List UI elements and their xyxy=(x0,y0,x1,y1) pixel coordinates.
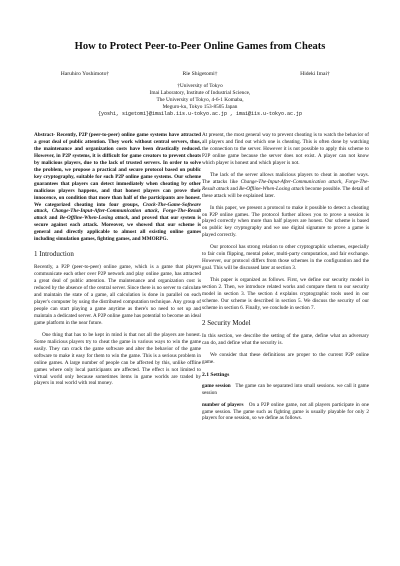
paragraph-text: , xyxy=(341,178,346,185)
attack-name: Crack-The-Game-Software attack xyxy=(34,201,201,215)
definition-game-session xyxy=(202,383,369,397)
paragraph: At present, the most general way to prevent cheating is to watch the behavior of all players and find out which one is cheating. This is often done by watching the connection to the server. However it is not possible to apply this scheme to P2P online game because the server does not exist. A player can not know which player is honest and which player is not. xyxy=(202,132,369,166)
definition-term: game session xyxy=(202,382,231,389)
abstract xyxy=(34,132,201,243)
author-list xyxy=(30,71,370,77)
paragraph: This paper is organized as follows. First, we define our security model in section 2. Then, we introduce related works and compare them to our security model in section 3. The section 4 explains cryptographic tools used in our scheme. Our scheme is described in section 5. We discuss the security of our scheme in section 6. Finally, we conclude in section 7. xyxy=(202,277,369,311)
paragraph: One thing that has to be kept in mind is that not all the players are honest. Some malicious players try to cheat the game in various ways to win the game easily. They can crack the game software and alter the behavior of the game software to make it easy for them to win the game. This is a serious problem in online games. A large number of people can be affected by this, unlike offline games where only local participants are affected. The effect is not limited to virtual world only because sometimes items in game worlds are traded by players in real world with real money. xyxy=(34,331,201,387)
paragraph: Recently, a P2P (peer-to-peer) online game, which is a game that players communicate each other over P2P network and play online game, has attracted a great deal of public attention. The maintenance and organization cost is reduced by the absence of the central server. Since there is no server to calculate and maintain the state of a game, all calculation is done in parallel on each player's computer by using the distributed computation technique. Any group of people can start playing a game anytime as there's no need to set up and maintain a dedicated server. A P2P online game has potential to become an ideal game platform in the near future. xyxy=(34,264,201,326)
paragraph: In this paper, we present a protocol to make it possible to detect a cheating on P2P online games. The protocol further allows you to prove a session is played correctly when more than half players are honest. Our scheme is based on public key cryptography and we use digital signature to prove a game is played correctly. xyxy=(202,204,369,239)
abstract-text: , and proved that our system is secure against each attack. Moreover, we showed that our scheme is general and directly applicable to almost all existing online games including simulation games, fighting games, and MMORPG. xyxy=(34,215,201,243)
author-2: Rie Shigetomi† xyxy=(182,71,218,77)
paragraph-text: and xyxy=(228,185,240,192)
abstract-text: Abstract- Recently, P2P (peer-to-peer) online game systems have attracted a great deal of public attention. They work without central servers, thus, the maintenance and organization costs have been drastically reduced. However, in P2P systems, it is difficult for game creators to prevent cheats by malicious players, due to the lack of trusted servers. In order to solve the problem, we propose a practical and secure protocol based on public key cryptography, suitable for such P2P online game systems. Our scheme guarantees that players can detect immediately when cheating by other malicious players happens, and that honest players can prove their innocence, on condition that more than half of the participants are honest. We categorized cheating into four groups, xyxy=(34,132,201,208)
definition-text: The game can be separated into small sessions. we call it game session xyxy=(202,382,369,396)
section-heading-security-model: 2 Security Model xyxy=(202,318,251,327)
abstract-text: , xyxy=(157,208,163,215)
right-column xyxy=(202,132,369,427)
abstract-text: , xyxy=(46,208,52,215)
definition-term: number of players xyxy=(202,401,244,408)
paragraph: We consider that these definitions are proper to the current P2P online game. xyxy=(202,351,369,365)
affiliation-line: The University of Tokyo, 4-6-1 Komaba, xyxy=(156,96,244,103)
author-1: Haruhiro Yoshimoto† xyxy=(60,71,110,77)
subsection-heading-settings: 2.1 Settings xyxy=(202,371,230,378)
affiliation-line: Imai Laboratory, Institute of Industrial Science, xyxy=(149,89,251,96)
section-heading-introduction: 1 Introduction xyxy=(34,250,74,259)
paragraph: Our protocol has strong relation to other cryptographic schemes, especially to fair coin flipping, mental poker, multi-party computation, and fair exchange. However, our protocol differs from those schemes in the configuration and the goal. This will be discussed later at section 3. xyxy=(202,244,369,272)
author-3: Hideki Imai† xyxy=(300,71,330,77)
attack-name: Change-The-Input-After-Communication attack xyxy=(240,178,342,185)
attack-name: Be-Offline-When-Losing attack xyxy=(59,215,129,222)
paragraph xyxy=(202,172,369,200)
definition-text: On a P2P online game, not all players participate in one game session. The game such as fighting game is usually playable for only 2 players for one session, so we define as follows. xyxy=(202,401,369,422)
attack-name: Forge-The-Result attack xyxy=(202,178,370,192)
abstract-text: and xyxy=(46,215,60,222)
paragraph: In this section, we describe the setting of the game, define what an adversary can do, and define what the security is. xyxy=(202,332,369,346)
attack-name: Change-The-Input-After-Communication attack xyxy=(51,208,158,215)
definition-number-of-players xyxy=(202,402,369,423)
affiliation-line: Meguro-ku, Tokyo 153-8505 Japan xyxy=(162,103,238,110)
left-column xyxy=(34,132,201,392)
paragraph-text: become possible. The detail of these attack will be explained later. xyxy=(202,185,369,199)
affiliation-line: †University of Tokyo xyxy=(177,83,223,89)
author-emails: {yoshi, sigetomi}@imailab.iis.u-tokyo.ac.jp , imai@iis.u-tokyo.ac.jp xyxy=(97,110,303,117)
paragraph-text: The lack of the server allows malicious players to cheat in another ways. The attacks like xyxy=(202,171,369,185)
attack-name: Be-Offline-When-Losing attack xyxy=(239,185,305,192)
paper-title: How to Protect Peer-to-Peer Online Games from Cheats xyxy=(74,41,326,52)
affiliation-block xyxy=(0,83,400,118)
attack-name: Forge-The-Result attack xyxy=(34,208,202,222)
